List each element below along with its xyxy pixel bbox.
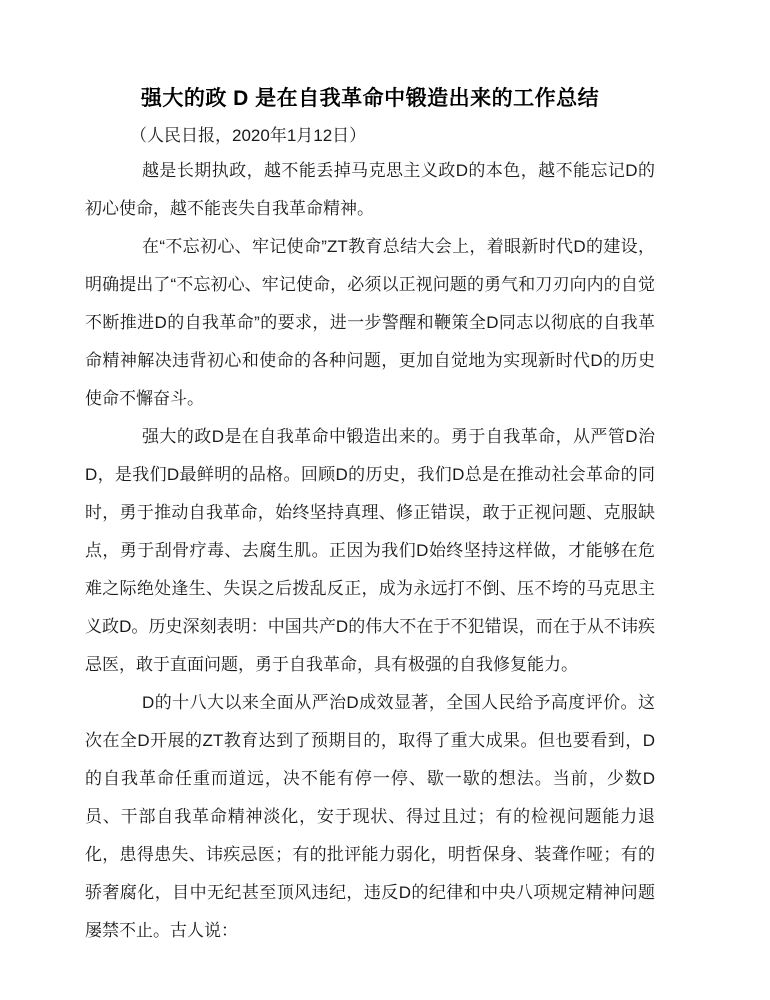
document-source-line: （人民日报，2020年1月12日） [130,126,367,145]
paragraph: 越是长期执政，越不能丢掉马克思主义政D的本色，越不能忘记D的初心使命，越不能丧失自我革命精神。 [85,161,655,218]
document-body [85,152,655,950]
paragraph: 强大的政D是在自我革命中锻造出来的。勇于自我革命，从严管D治D，是我们D最鲜明的品格。回顾D的历史，我们D总是在推动社会革命的同时，勇于推动自我革命，始终坚持真理、修正错误，敢于正视问题、克服缺点，勇于刮骨疗毒、去腐生肌。正因为我们D始终坚持这样做，才能够在危难之际绝处逢生、失误之后拨乱反正，成为永远打不倒、压不垮的马克思主义政D。历史深刻表明：中国共产D的伟大不在于不犯错误，而在于从不讳疾忌医，敢于直面问题，勇于自我革命，具有极强的自我修复能力。 [85,427,655,674]
document-content [85,84,655,950]
paragraph: D的十八大以来全面从严治D成效显著，全国人民给予高度评价。这次在全D开展的ZT教育达到了预期目的，取得了重大成果。但也要看到，D的自我革命任重而道远，决不能有停一停、歇一歇的想法。当前，少数D员、干部自我革命精神淡化，安于现状、得过且过；有的检视问题能力退化，患得患失、讳疾忌医；有的批评能力弱化，明哲保身、装聋作哑；有的骄奢腐化，目中无纪甚至顶风违纪，违反D的纪律和中央八项规定精神问题屡禁不止。古人说： [85,693,655,940]
paragraph: 在“不忘初心、牢记使命”ZT教育总结大会上，着眼新时代D的建设，明确提出了“不忘初心、牢记使命，必须以正视问题的勇气和刀刃向内的自觉不断推进D的自我革命”的要求，进一步警醒和鞭策全D同志以彻底的自我革命精神解决违背初心和使命的各种问题，更加自觉地为实现新时代D的历史使命不懈奋斗。 [85,237,655,408]
document-title: 强大的政 D 是在自我革命中锻造出来的工作总结 [140,87,600,110]
